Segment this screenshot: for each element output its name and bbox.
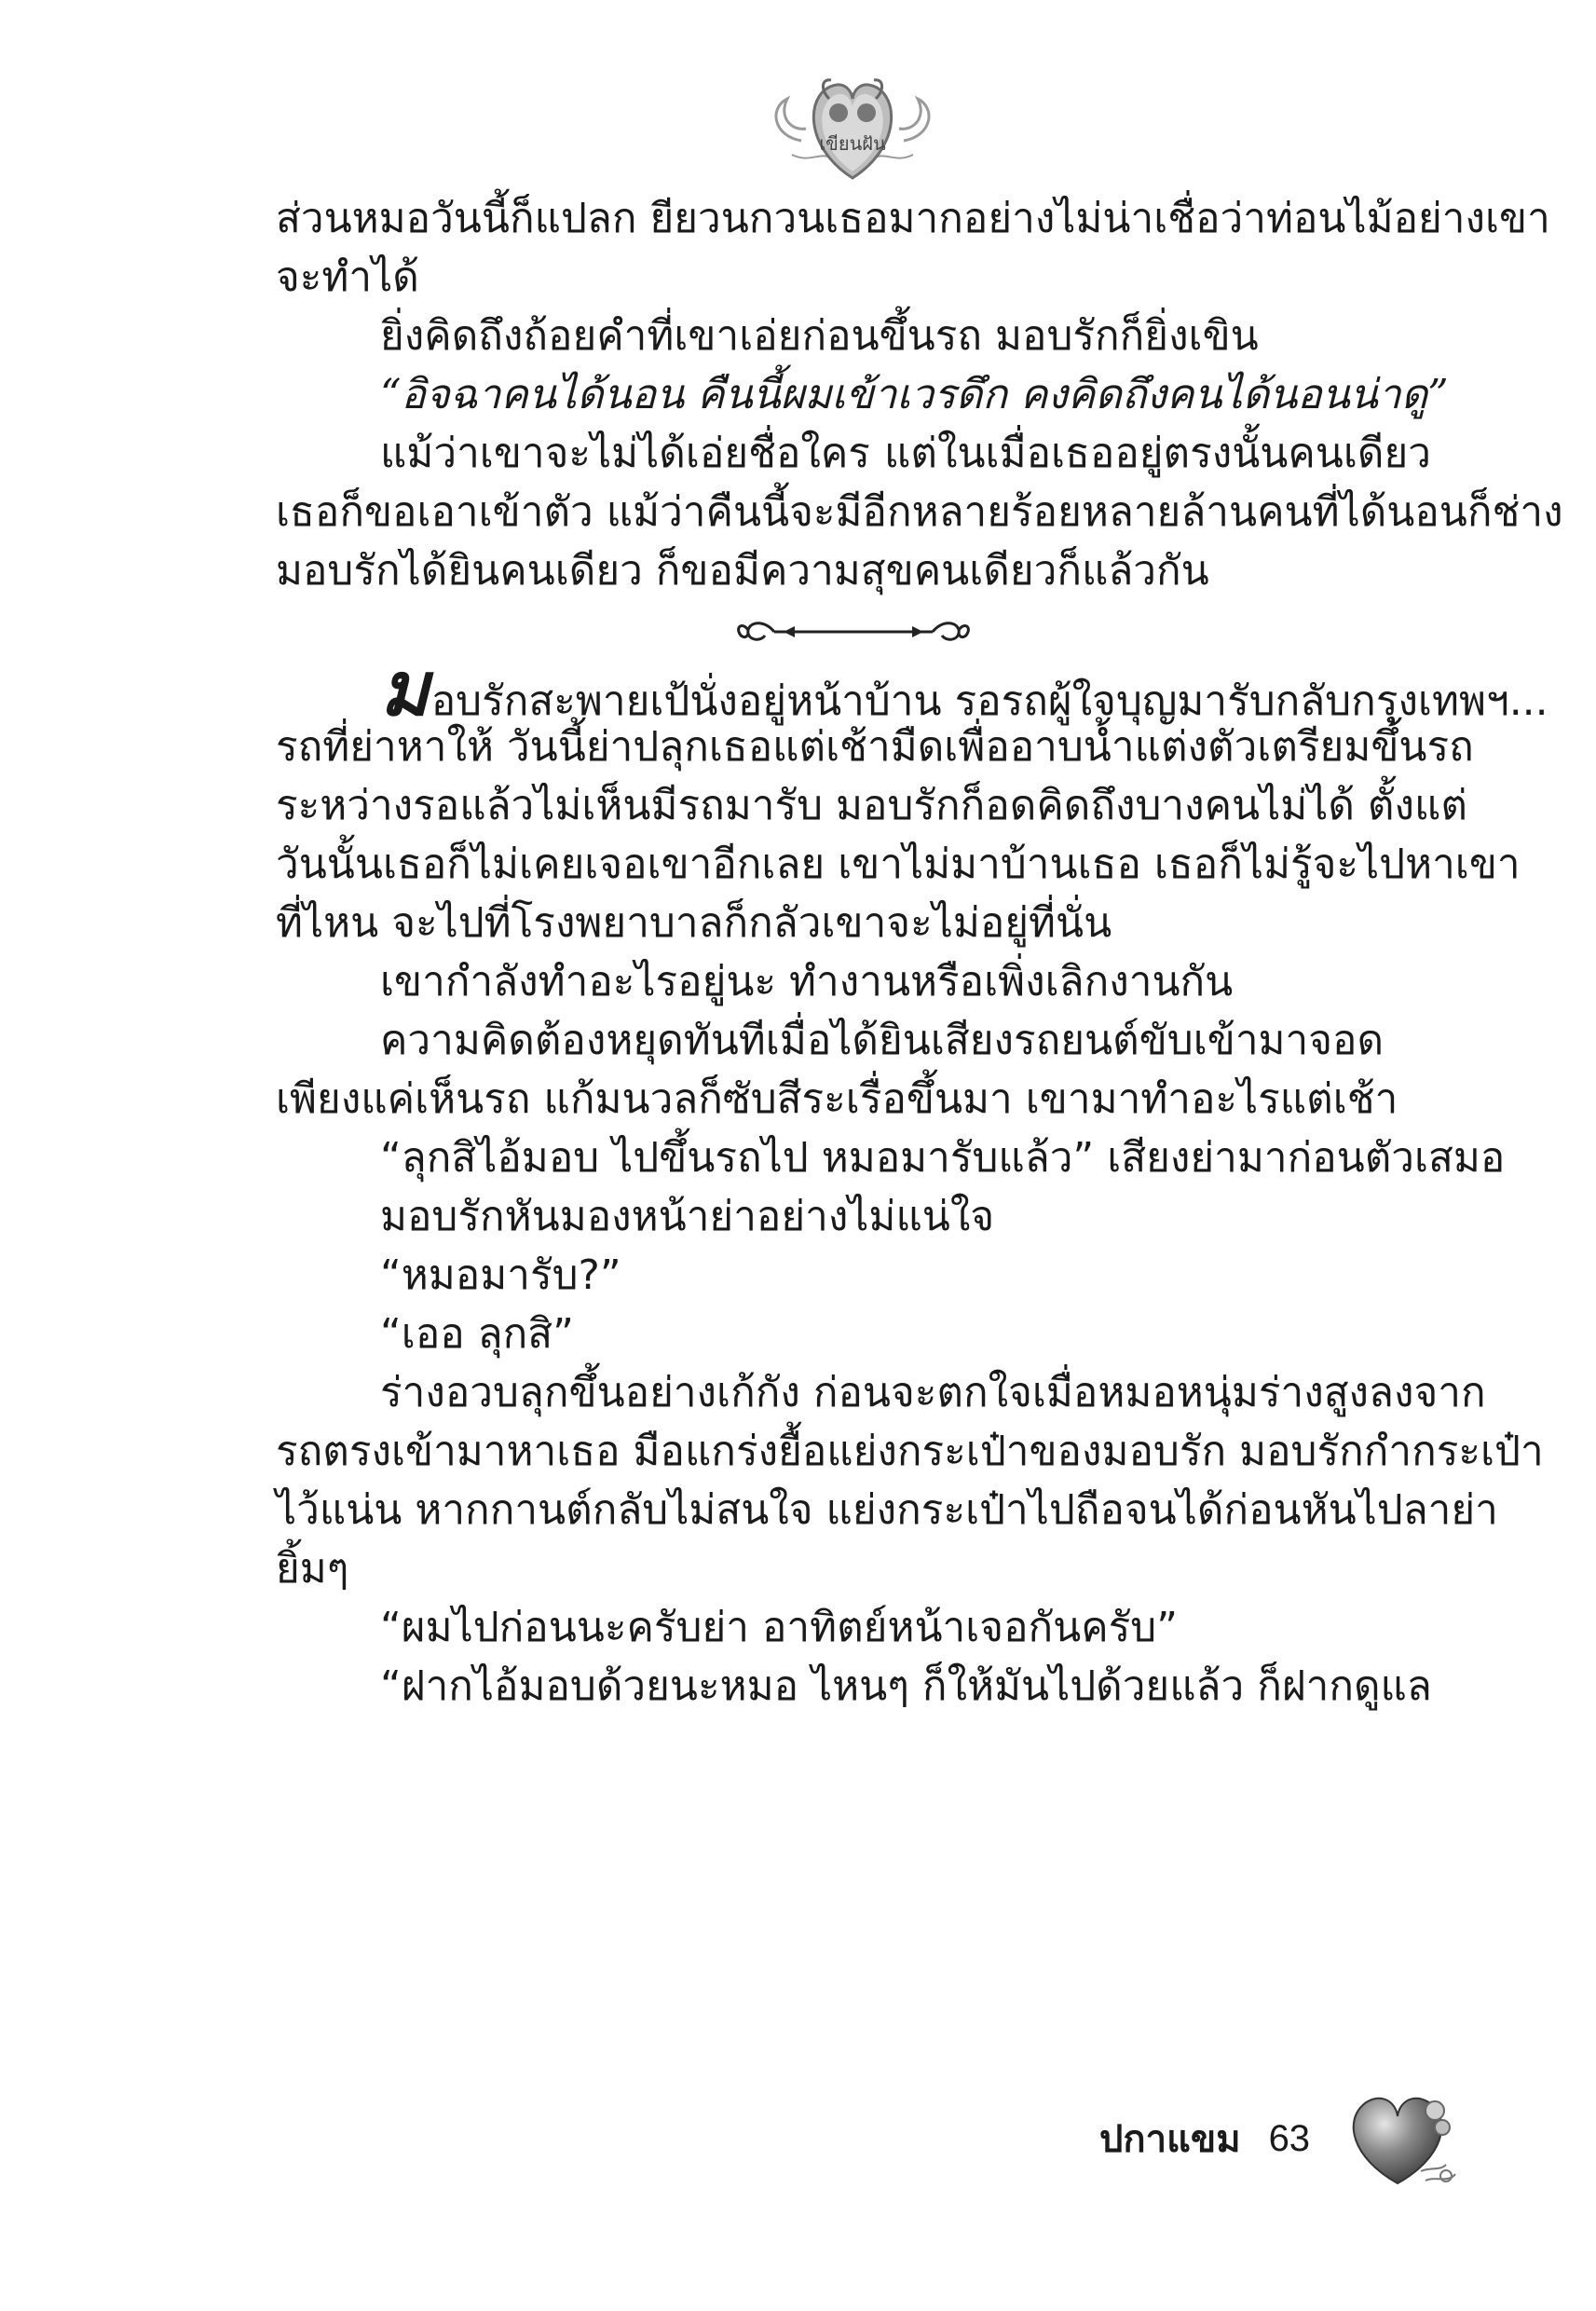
text-line: เพียงแค่เห็นรถ แก้มนวลก็ซับสีระเรื่อขึ้นมา เขามาทำอะไรแต่เช้า xyxy=(276,1075,1398,1123)
scroll-divider-icon xyxy=(737,613,970,650)
heart-cupids-ornament-icon xyxy=(764,52,941,192)
page-number: 63 xyxy=(1268,2117,1311,2159)
book-title: ปกาแขม xyxy=(1099,2118,1241,2161)
dropcap-rest: อบรักสะพายเป้นั่งอยู่หน้าบ้าน รอรถผู้ใจบุญมารับกลับกรุงเทพฯ... xyxy=(430,677,1548,725)
text-line: เธอก็ขอเอาเข้าตัว แม้ว่าคืนนี้จะมีอีกหลายร้อยหลายล้านคนที่ได้นอนก็ช่าง xyxy=(276,488,1563,536)
text-line: ยิ้มๆ xyxy=(276,1545,349,1593)
text-line: “ผมไปก่อนนะครับย่า อาทิตย์หน้าเจอกันครับ” xyxy=(380,1604,1179,1651)
text-line: มอบรักหันมองหน้าย่าอย่างไม่แน่ใจ xyxy=(380,1193,995,1240)
body-text xyxy=(276,191,1563,1717)
italic-quote-line: “อิจฉาคนได้นอน คืนนี้ผมเข้าเวรดึก คงคิดถึงคนได้นอนน่าดู” xyxy=(380,371,1449,418)
text-line: เขากำลังทำอะไรอยู่นะ ทำงานหรือเพิ่งเลิกงานกัน xyxy=(380,958,1234,1005)
page-footer xyxy=(1099,2101,1310,2176)
text-line: “ลุกสิไอ้มอบ ไปขึ้นรถไป หมอมารับแล้ว” เสียงย่ามาก่อนตัวเสมอ xyxy=(380,1134,1506,1182)
text-line: ร่างอวบลุกขึ้นอย่างเก้กัง ก่อนจะตกใจเมื่อหมอหนุ่มร่างสูงลงจาก xyxy=(380,1369,1486,1416)
text-line: ไว้แน่น หากกานต์กลับไม่สนใจ แย่งกระเป๋าไปถือจนได้ก่อนหันไปลาย่า xyxy=(276,1486,1498,1534)
text-line: ระหว่างรอแล้วไม่เห็นมีรถมารับ มอบรักก็อดคิดถึงบางคนไม่ได้ ตั้งแต่ xyxy=(276,782,1467,829)
text-line: จะทำได้ xyxy=(276,253,419,301)
dropcap-line xyxy=(276,645,1548,732)
ornament-text: เขียนฝัน xyxy=(819,132,886,155)
text-line: แม้ว่าเขาจะไม่ได้เอ่ยชื่อใคร แต่ในเมื่อเธออยู่ตรงนั้นคนเดียว xyxy=(380,430,1431,477)
text-line: “ฝากไอ้มอบด้วยนะหมอ ไหนๆ ก็ให้มันไปด้วยแล้ว ก็ฝากดูแล xyxy=(380,1662,1432,1710)
text-line: ความคิดต้องหยุดทันทีเมื่อได้ยินเสียงรถยนต์ขับเข้ามาจอด xyxy=(380,1017,1385,1064)
heart-roses-icon xyxy=(1342,2083,1463,2195)
text-line: มอบรักได้ยินคนเดียว ก็ขอมีความสุขคนเดียวก็แล้วกัน xyxy=(276,547,1209,595)
text-line: “หมอมารับ?” xyxy=(380,1251,621,1299)
text-line: “เออ ลุกสิ” xyxy=(380,1310,574,1358)
scene-break xyxy=(276,602,1431,661)
text-line: ยิ่งคิดถึงถ้อยคำที่เขาเอ่ยก่อนขึ้นรถ มอบรักก็ยิ่งเขิน xyxy=(380,312,1259,360)
text-line: รถที่ย่าหาให้ วันนี้ย่าปลุกเธอแต่เช้ามืดเพื่ออาบน้ำแต่งตัวเตรียมขึ้นรถ xyxy=(276,723,1474,771)
text-line: ส่วนหมอวันนี้ก็แปลก ยียวนกวนเธอมากอย่างไม่น่าเชื่อว่าท่อนไม้อย่างเขา xyxy=(276,195,1550,242)
text-line: รถตรงเข้ามาหาเธอ มือแกร่งยื้อแย่งกระเป๋าของมอบรัก มอบรักกำกระเป๋า xyxy=(276,1428,1544,1475)
text-line: ที่ไหน จะไปที่โรงพยาบาลก็กลัวเขาจะไม่อยู่ที่นั่น xyxy=(276,899,1112,947)
dropcap-letter: ม xyxy=(380,645,430,732)
text-line: วันนั้นเธอก็ไม่เคยเจอเขาอีกเลย เขาไม่มาบ้านเธอ เธอก็ไม่รู้จะไปหาเขา xyxy=(276,841,1521,888)
